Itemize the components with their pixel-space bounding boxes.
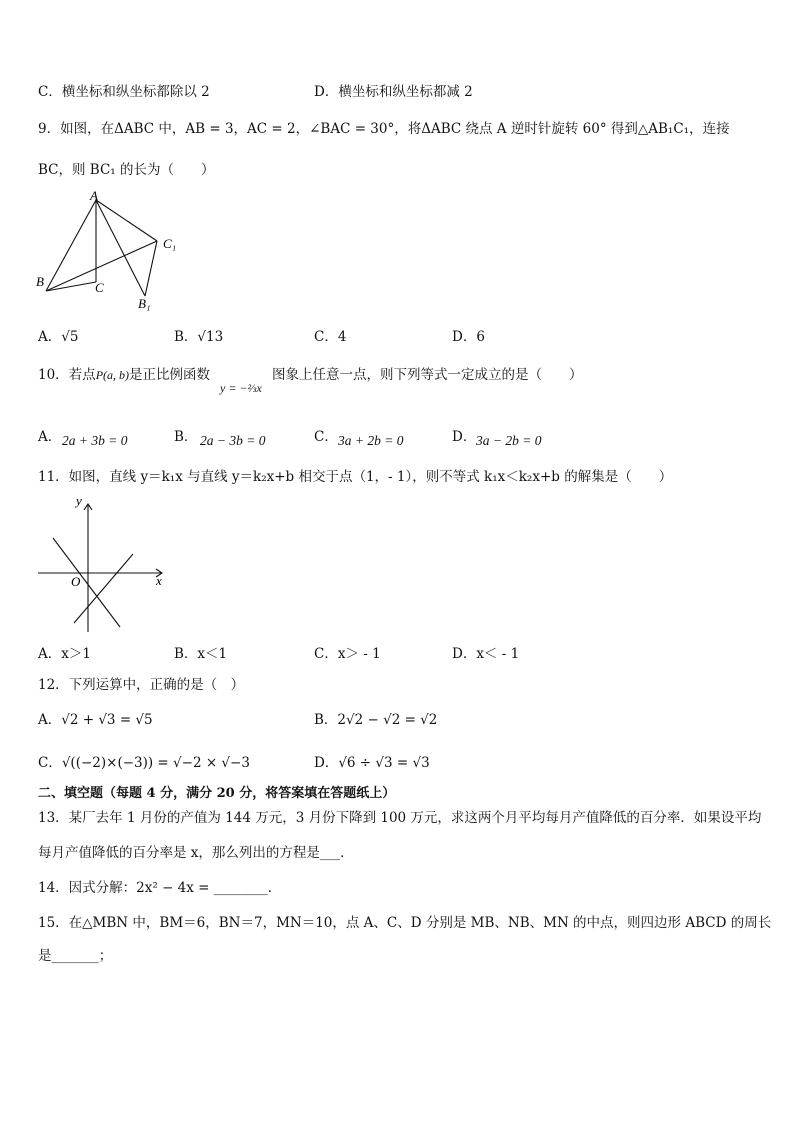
q10-option-c-expr: 3a + 2b = 0 (338, 433, 404, 448)
label-y-axis: y (76, 493, 82, 508)
q10-text (38, 365, 210, 385)
q15-text-line1: 15．在△MBN 中，BM＝6，BN＝7，MN＝10，点 A、C、D 分别是 MB、NB、MN 的中点，则四边形 ABCD 的周长 (38, 915, 772, 931)
q9-option-b: B．√13 (174, 329, 224, 345)
q10-option-d-expr: 3a − 2b = 0 (476, 433, 542, 448)
q9-option-d: D．6 (452, 329, 485, 345)
q10-text-b: 是正比例函数 (129, 367, 211, 383)
q12-option-a: A．√2 + √3 = √5 (38, 712, 153, 728)
label-A: A (90, 190, 98, 203)
q13-text-line1: 13．某厂去年 1 月份的产值为 144 万元，3 月份下降到 100 万元，求这两个月平均每月产值降低的百分率．如果设平均 (38, 810, 762, 826)
q12-option-c: C．√((−2)×(−3)) = √−2 × √−3 (38, 755, 250, 771)
label-origin: O (71, 574, 81, 589)
option-d-prev: D．横坐标和纵坐标都减 2 (314, 84, 473, 100)
label-C: C (95, 280, 104, 295)
q11-option-c: C．x＞ - 1 (314, 646, 381, 662)
q10-option-a-letter: A． (38, 429, 62, 445)
q10-option-b-letter: B． (174, 429, 198, 445)
q15-text-line2: 是_______； (38, 948, 113, 964)
q10-option-c-letter: C． (314, 429, 338, 445)
q12-text: 12．下列运算中，正确的是（ ） (38, 677, 245, 693)
label-x-axis: x (156, 573, 162, 588)
q11-option-a: A．x＞1 (38, 646, 91, 662)
q11-option-b: B．x＜1 (174, 646, 228, 662)
q9-option-c: C．4 (314, 329, 347, 345)
q10-option-a-expr: 2a + 3b = 0 (62, 433, 128, 448)
label-B: B (36, 274, 44, 289)
q12-option-d: D．√6 ÷ √3 = √3 (314, 755, 430, 771)
q9-option-a: A．√5 (38, 329, 79, 345)
q10-text-c: 图象上任意一点，则下列等式一定成立的是（ ） (272, 367, 583, 383)
q10-option-d-letter: D． (452, 429, 477, 445)
q10-text-a: 10．若点 (38, 367, 96, 383)
q13-text-line2: 每月产值降低的百分率是 x，那么列出的方程是___． (38, 845, 354, 861)
q11-text: 11．如图，直线 y＝k₁x 与直线 y＝k₂x+b 相交于点（1，- 1），则不等式 k₁x＜k₂x+b 的解集是（ ） (38, 469, 673, 485)
label-B1: B₁ (138, 296, 151, 311)
q10-option-b-expr: 2a − 3b = 0 (200, 433, 266, 448)
label-C1: C₁ (163, 236, 177, 251)
q10-function: y = −⅔x (220, 381, 262, 395)
q10-point: P(a, b) (95, 368, 130, 382)
q9-text-line1: 9．如图，在ΔABC 中，AB = 3，AC = 2，∠BAC = 30°，将ΔABC 绕点 A 逆时针旋转 60° 得到△AB₁C₁，连接 (38, 121, 730, 137)
q9-text-line2: BC，则 BC₁ 的长为（ ） (38, 162, 215, 178)
q11-coordinate-figure (34, 492, 174, 637)
option-c-prev: C．横坐标和纵坐标都除以 2 (38, 84, 210, 100)
q9-triangle-figure (30, 190, 190, 315)
q11-option-d: D．x＜ - 1 (452, 646, 520, 662)
section-title-fill-in: 二、填空题（每题 4 分，满分 20 分，将答案填在答题纸上） (38, 786, 396, 801)
q12-option-b: B．2√2 − √2 = √2 (314, 712, 438, 728)
q14-text: 14．因式分解：2x² − 4x = ________． (38, 880, 282, 896)
